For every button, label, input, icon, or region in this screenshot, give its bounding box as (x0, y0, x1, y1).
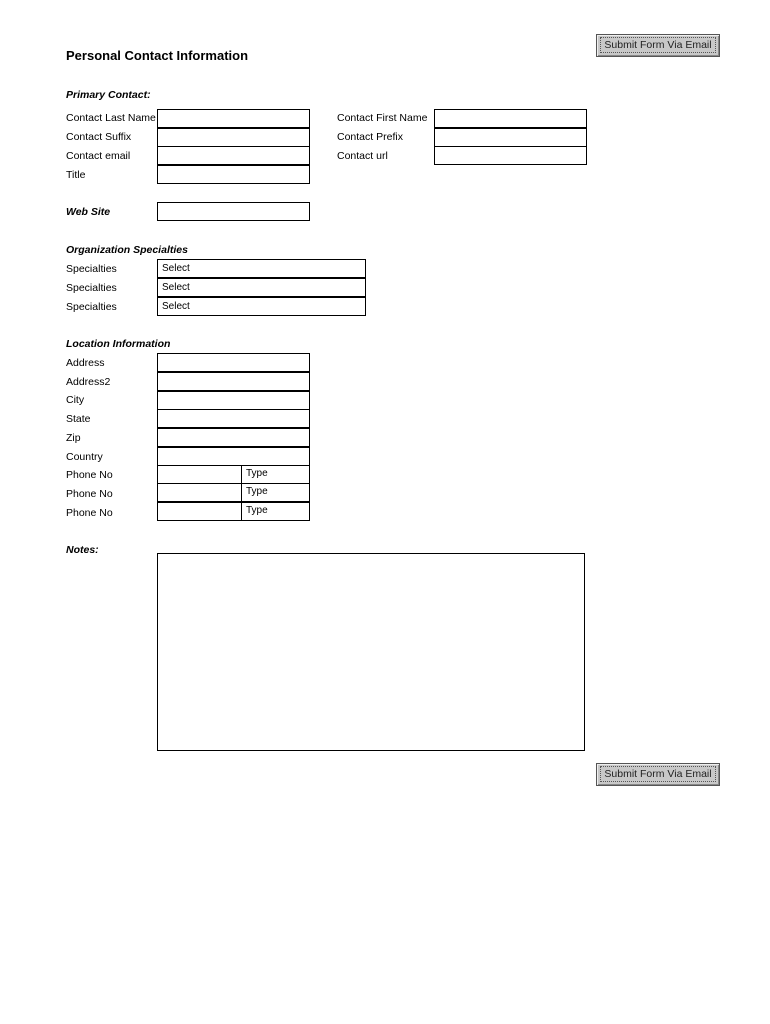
address2-label: Address2 (66, 376, 111, 388)
state-label: State (66, 413, 91, 425)
contact-last-name-label: Contact Last Name (66, 112, 156, 124)
specialties-label: Specialties (66, 301, 117, 313)
contact-email-input[interactable] (157, 146, 310, 165)
specialties-label: Specialties (66, 282, 117, 294)
submit-form-button-bottom[interactable] (596, 763, 720, 786)
city-label: City (66, 394, 85, 406)
web-site-heading: Web Site (66, 206, 111, 218)
contact-prefix-label: Contact Prefix (337, 131, 403, 143)
phone-label: Phone No (66, 469, 113, 481)
phone-label: Phone No (66, 507, 113, 519)
address-label: Address (66, 357, 105, 369)
zip-label: Zip (66, 432, 81, 444)
specialties-select[interactable]: Select (157, 278, 366, 297)
country-input[interactable] (157, 447, 310, 466)
phone-type-select[interactable]: Type (241, 465, 310, 484)
phone-input[interactable] (157, 483, 243, 502)
notes-heading: Notes: (66, 544, 99, 556)
title-label: Title (66, 169, 86, 181)
city-input[interactable] (157, 391, 310, 410)
contact-prefix-input[interactable] (434, 128, 587, 147)
web-site-input[interactable] (157, 202, 310, 221)
phone-input[interactable] (157, 465, 243, 484)
contact-suffix-input[interactable] (157, 128, 310, 147)
contact-first-name-label: Contact First Name (337, 112, 428, 124)
address2-input[interactable] (157, 372, 310, 391)
page-title: Personal Contact Information (66, 48, 249, 63)
phone-input[interactable] (157, 502, 243, 521)
contact-email-label: Contact email (66, 150, 131, 162)
state-input[interactable] (157, 409, 310, 428)
contact-url-input[interactable] (434, 146, 587, 165)
contact-suffix-label: Contact Suffix (66, 131, 132, 143)
contact-last-name-input[interactable] (157, 109, 310, 128)
submit-form-button-top[interactable] (596, 34, 720, 57)
title-input[interactable] (157, 165, 310, 184)
organization-specialties-heading: Organization Specialties (66, 244, 188, 256)
contact-first-name-input[interactable] (434, 109, 587, 128)
phone-label: Phone No (66, 488, 113, 500)
submit-form-label: Submit Form Via Email (600, 766, 715, 782)
notes-textarea[interactable] (157, 553, 585, 751)
specialties-label: Specialties (66, 263, 117, 275)
specialties-select[interactable]: Select (157, 259, 366, 278)
address-input[interactable] (157, 353, 310, 372)
country-label: Country (66, 451, 103, 463)
zip-input[interactable] (157, 428, 310, 447)
location-information-heading: Location Information (66, 338, 171, 350)
specialties-select[interactable]: Select (157, 297, 366, 316)
submit-form-label: Submit Form Via Email (600, 37, 715, 53)
phone-type-select[interactable]: Type (241, 502, 310, 521)
primary-contact-heading: Primary Contact: (66, 89, 151, 101)
contact-url-label: Contact url (337, 150, 388, 162)
phone-type-select[interactable]: Type (241, 483, 310, 502)
